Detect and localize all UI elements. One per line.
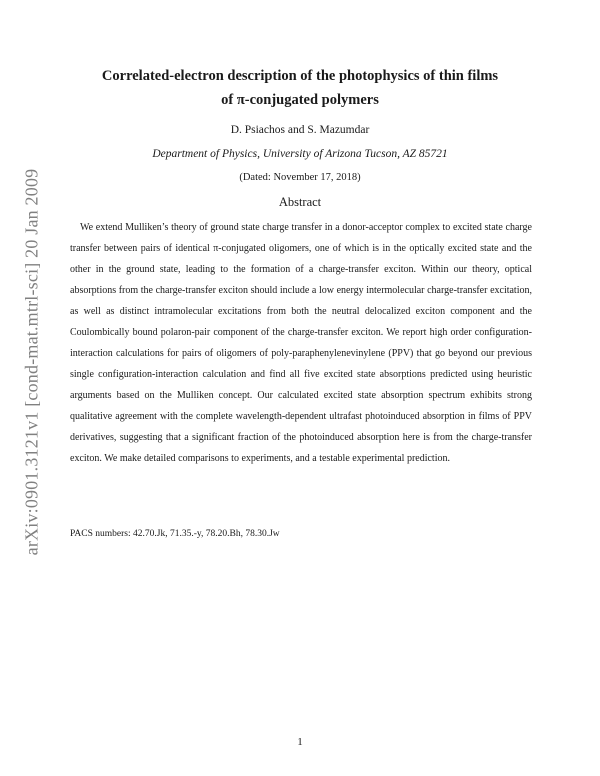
abstract-body: We extend Mulliken’s theory of ground state charge transfer in a donor-acceptor complex to excited state charge transfer between pairs of identical π-conjugated oligomers, one of which is in the optically excited state and the other in the ground state, leading to the formation of a charge-transfer exciton. Within our theory, optical absorptions from the charge-transfer exciton should include a low energy intermolecular charge-transfer excitation, as well as distinct intramolecular excitations from both the neutral delocalized exciton component and the Coulombically bound polaron-pair component of the charge-transfer exciton. We report high order configuration-interaction calculations for pairs of oligomers of poly-paraphenylenevinylene (PPV) that go beyond our previous single configuration-interaction calculation and find all five excited state absorptions predicted using heuristic arguments based on the Mulliken concept. Our calculated excited state absorption spectrum exhibits strong qualitative agreement with the complete wavelength-dependent ultrafast photoinduced absorption in films of PPV derivatives, suggesting that a significant fraction of the photoinduced absorption here is from the charge-transfer exciton. We make detailed comparisons to experiments, and a testable experimental prediction. <box>70 222 532 464</box>
paper-title-line-2: of π-conjugated polymers <box>221 92 379 108</box>
authors: D. Psiachos and S. Mazumdar <box>230 124 370 136</box>
abstract-heading: Abstract <box>278 195 322 209</box>
arxiv-identifier-stamp: arXiv:0901.3121v1 [cond-mat.mtrl-sci] 20 Jan 2009 <box>21 168 42 556</box>
page-number: 1 <box>297 736 303 748</box>
pacs-numbers: PACS numbers: 42.70.Jk, 71.35.-y, 78.20.Bh, 78.30.Jw <box>70 529 280 539</box>
paper-title-line-1: Correlated-electron description of the photophysics of thin films <box>101 68 499 84</box>
affiliation: Department of Physics, University of Arizona Tucson, AZ 85721 <box>152 148 448 160</box>
date-line: (Dated: November 17, 2018) <box>239 172 361 183</box>
